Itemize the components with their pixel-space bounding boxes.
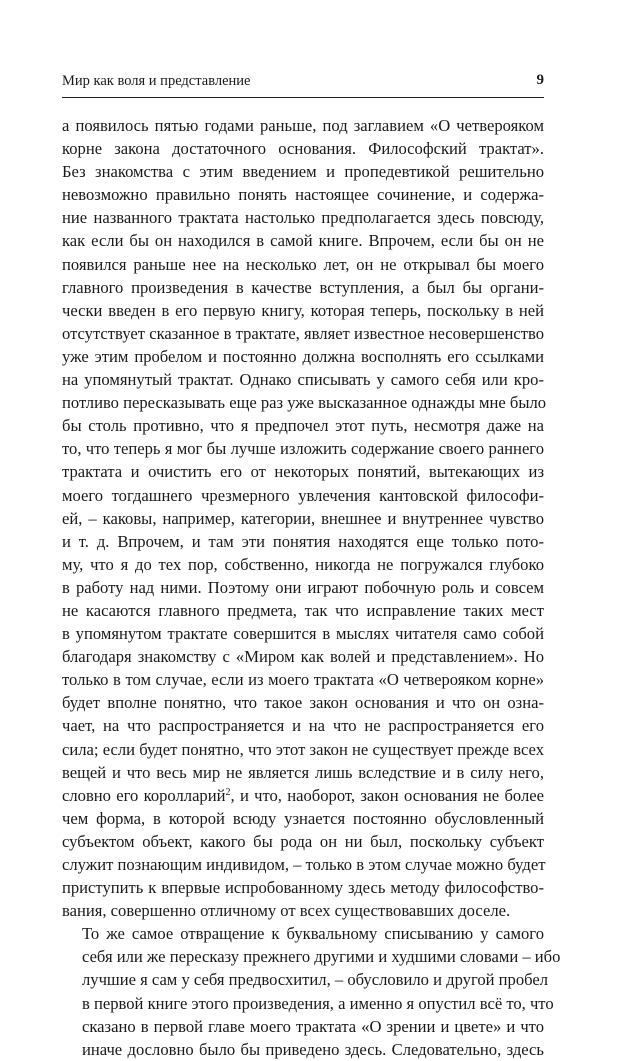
text-line: потливо пересказывать еще раз уже высказанное однажды мне было bbox=[62, 393, 547, 413]
text-line: чем форма, в которой всюду узнается постоянно обусловленный bbox=[62, 808, 544, 828]
text-line: сказано в первой главе моего трактата «О зрении и цвете» и что bbox=[82, 1016, 544, 1036]
text-line: корне закона достаточного основания. Философский трактат». bbox=[62, 139, 544, 159]
footnote-reference[interactable]: 2 bbox=[225, 786, 231, 798]
text-line: в первой книге этого произведения, а именно я опустил всё то, что bbox=[82, 993, 554, 1013]
text-line: отсутствует сказанное в трактате, являет известное несовершенство bbox=[62, 323, 544, 343]
running-title: Мир как воля и представление bbox=[62, 73, 251, 89]
text-line: а появилось пятью годами раньше, под заглавием «О четверояком bbox=[62, 116, 544, 135]
text-line: как если бы он находился в самой книге. Впрочем, если бы он не bbox=[62, 231, 544, 251]
text-line: не касаются главного предмета, так что исправление таких мест bbox=[62, 600, 544, 620]
text-line: появился раньше нее на несколько лет, он не открывал бы моего bbox=[62, 254, 544, 274]
header-rule bbox=[62, 97, 544, 98]
text-line: трактата и очистить его от некоторых понятий, вытекающих из bbox=[62, 462, 544, 482]
text-line: главного произведения в качестве вступления, а был бы органи- bbox=[62, 277, 544, 297]
text-line: иначе дословно было бы приведено здесь. Следовательно, здесь bbox=[82, 1039, 544, 1059]
paragraph-2 bbox=[62, 922, 561, 1061]
text-line: приступить к впервые испробованному здесь методу философство- bbox=[62, 878, 544, 898]
text-line: благодаря знакомству с «Миром как волей и представлением». Но bbox=[62, 647, 544, 667]
text-line: му, что я до тех пор, собственно, никогда не погружался глубоко bbox=[62, 554, 544, 574]
text-line: вания, совершенно отличному от всех существовавших доселе. bbox=[62, 901, 511, 921]
text-line: Без знакомства с этим введением и пропедевтикой решительно bbox=[62, 162, 544, 182]
text-fragment: , и что, наоборот, закон основания не более bbox=[230, 785, 545, 805]
text-line: уже этим пробелом и постоянно должна восполнять его ссылками bbox=[62, 346, 544, 366]
text-line: то, что теперь я мог бы лучше изложить содержание своего раннего bbox=[62, 439, 544, 459]
text-line: на упомянутый трактат. Однако списывать у самого себя или кро- bbox=[62, 370, 544, 390]
text-line: бы столь противно, что я предпочел этот путь, несмотря даже на bbox=[62, 416, 544, 436]
text-line: служит познающим индивидом, – только в этом случае можно будет bbox=[62, 855, 546, 874]
text-line: только в том случае, если из моего трактата «О четверояком корне» bbox=[62, 670, 544, 690]
text-line: невозможно правильно понять настоящее сочинение, и содержа- bbox=[62, 185, 544, 205]
text-line: себя или же пересказу прежнего другими и худшими словами – ибо bbox=[82, 947, 561, 967]
text-line: То же самое отвращение к буквальному списыванию у самого bbox=[82, 924, 544, 944]
text-line: чает, на что распространяется и на что не распространяется его bbox=[62, 716, 544, 736]
body-text bbox=[62, 114, 561, 1061]
text-line: ей, – каковы, например, категории, внешнее и внутреннее чувство bbox=[62, 508, 544, 528]
text-line: чески введен в его первую книгу, которая теперь, поскольку в ней bbox=[62, 300, 544, 320]
text-line: будет вполне понятно, что такое закон основания и что он озна- bbox=[62, 693, 544, 713]
text-line: моего тогдашнего чрезмерного увлечения кантовской философи- bbox=[62, 485, 544, 505]
paragraph-1 bbox=[62, 114, 547, 922]
text-fragment: словно его королларий bbox=[62, 785, 226, 805]
text-line: субъектом объект, какого бы рода он ни был, поскольку субъект bbox=[62, 831, 544, 851]
text-line: и т. д. Впрочем, и там эти понятия находятся еще только пото- bbox=[62, 531, 544, 551]
text-line: в упомянутом трактате совершится в мыслях читателя само собой bbox=[62, 624, 544, 644]
text-line-with-footnote bbox=[62, 784, 544, 807]
text-line: лучшие я сам у себя предвосхитил, – обусловило и другой пробел bbox=[82, 970, 549, 990]
page-number: 9 bbox=[536, 72, 544, 88]
text-line: в работу над ними. Поэтому они играют побочную роль и совсем bbox=[62, 577, 544, 597]
text-line: вещей и что весь мир не является лишь вследствие и в силу него, bbox=[62, 762, 544, 782]
running-head bbox=[62, 73, 544, 95]
text-line: сила; если будет понятно, что этот закон не существует прежде всех bbox=[62, 739, 544, 759]
text-line: ние названного трактата настолько предполагается здесь повсюду, bbox=[62, 208, 544, 228]
